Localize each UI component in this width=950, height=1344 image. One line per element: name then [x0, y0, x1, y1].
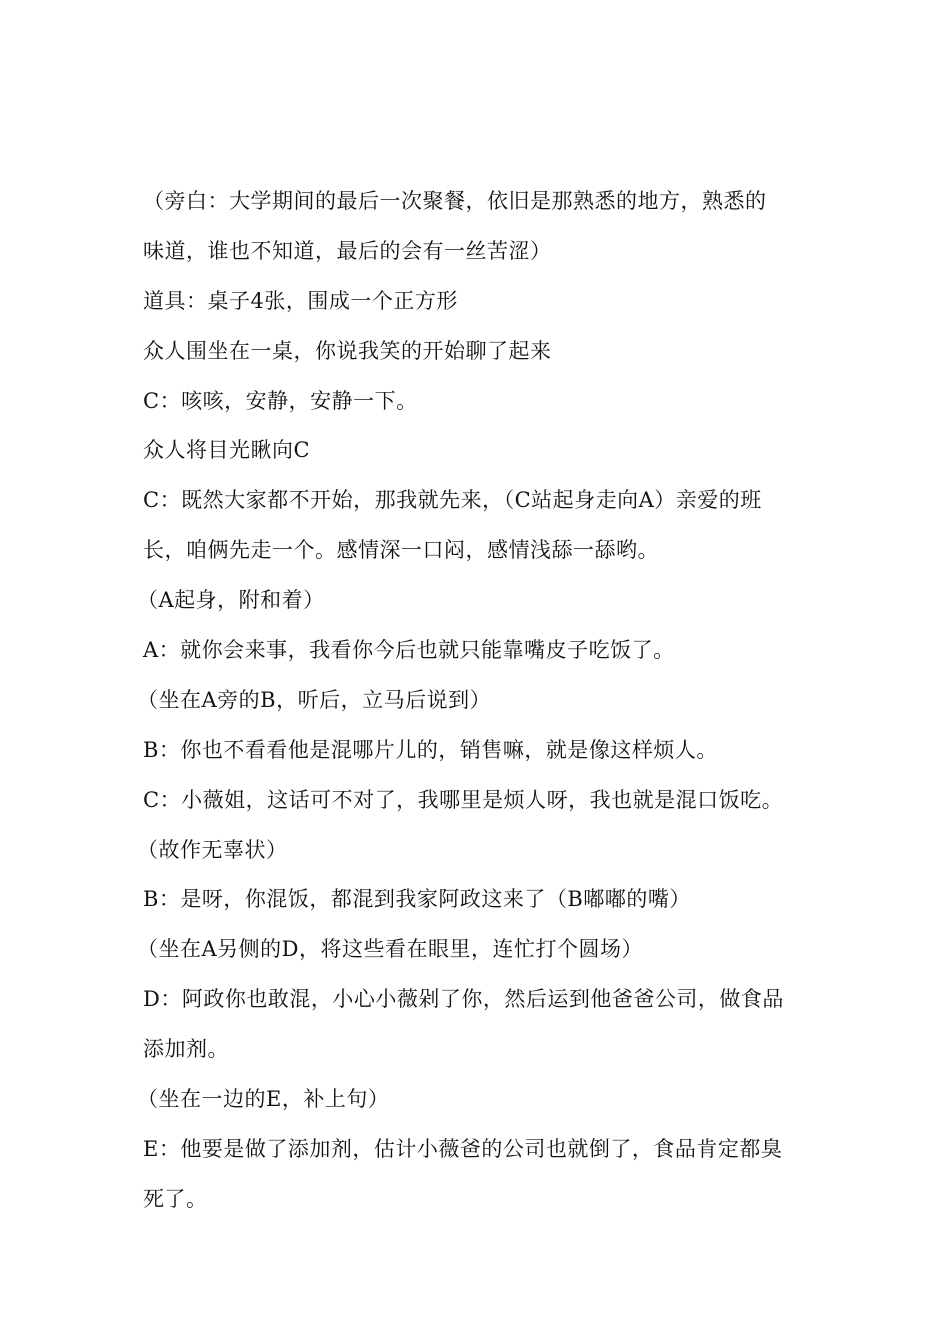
stage-direction: （A起身，附和着）: [137, 588, 325, 613]
stage-direction: 众人围坐在一桌，你说我笑的开始聊了起来: [143, 338, 552, 363]
dialogue-line: B：你也不看看他是混哪片儿的，销售嘛，就是像这样烦人。: [143, 737, 718, 762]
stage-direction: （坐在A另侧的D，将这些看在眼里，连忙打个圆场）: [137, 937, 644, 962]
stage-direction: （坐在一边的E，补上句）: [137, 1087, 390, 1112]
dialogue-line: C：既然大家都不开始，那我就先来，（C站起身走向A）亲爱的班: [143, 488, 762, 513]
stage-direction: 众人将目光瞅向C: [143, 438, 311, 463]
script-text-body: [137, 180, 815, 1228]
dialogue-line: D：阿政你也敢混，小心小薇剁了你，然后运到他爸爸公司，做食品: [143, 987, 784, 1012]
stage-direction: （故作无辜状）: [137, 837, 288, 862]
dialogue-line: C：小薇姐，这话可不对了，我哪里是烦人呀，我也就是混口饭吃。: [143, 787, 784, 812]
dialogue-line-continued: 添加剂。: [143, 1037, 229, 1062]
dialogue-line: B：是呀，你混饭，都混到我家阿政这来了（B嘟嘟的嘴）: [143, 887, 691, 912]
props-line: 道具：桌子4张，围成一个正方形: [143, 288, 458, 313]
stage-direction: （坐在A旁的B，听后，立马后说到）: [137, 687, 492, 712]
narration-line-continued: 味道，谁也不知道，最后的会有一丝苦涩）: [143, 238, 552, 263]
narration-line: （旁白：大学期间的最后一次聚餐，依旧是那熟悉的地方，熟悉的: [143, 189, 767, 213]
dialogue-line: A：就你会来事，我看你今后也就只能靠嘴皮子吃饭了。: [143, 638, 675, 663]
dialogue-line: C：咳咳，安静，安静一下。: [143, 388, 418, 413]
dialogue-line-continued: 长，咱俩先走一个。感情深一口闷，感情浅舔一舔哟。: [143, 538, 659, 563]
dialogue-line-continued: 死了。: [143, 1186, 208, 1211]
dialogue-line: E：他要是做了添加剂，估计小薇爸的公司也就倒了，食品肯定都臭: [143, 1136, 783, 1161]
